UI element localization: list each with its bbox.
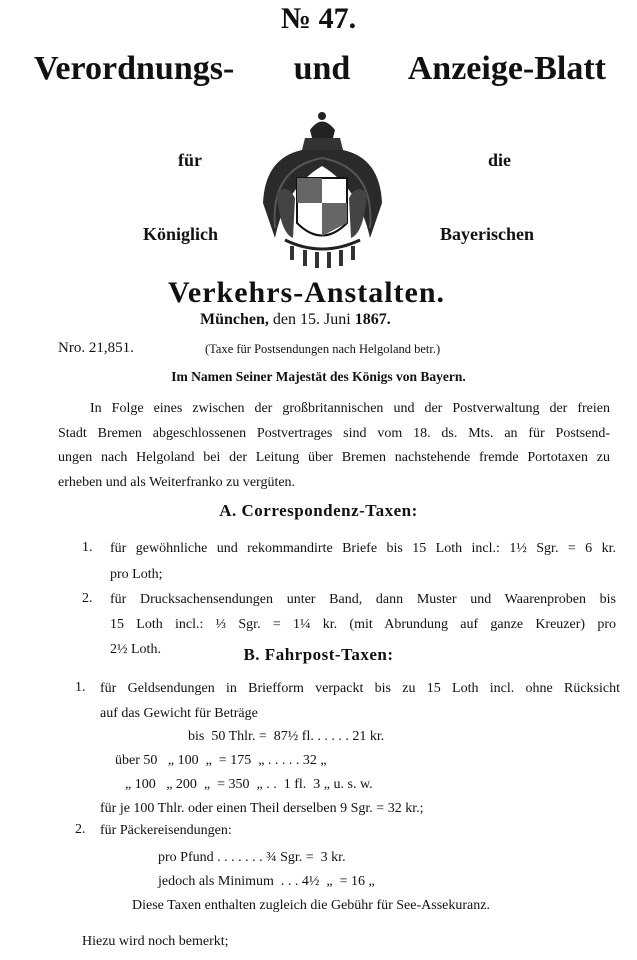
masthead-left-top: für [178, 150, 202, 170]
item-line: pro Loth; [110, 567, 163, 582]
item-line: auf das Gewicht für Beträge [100, 706, 258, 721]
tariff-row: bis 50 Thlr. = 87½ fl. . . . . . 21 kr. [188, 729, 385, 744]
tariff-row: jedoch als Minimum . . . 4½ „ = 16 „ [158, 874, 375, 889]
masthead-right-top: die [488, 150, 512, 170]
masthead-right-bottom: Bayerischen [440, 224, 534, 244]
royal-formula: Im Namen Seiner Majestät des Königs von Bayern. [171, 369, 466, 384]
paragraph-line: Stadt Bremen abgeschlossenen Postvertrages sind vom 18. ds. Mts. an für Postsend- [58, 426, 610, 441]
item-line: für Drucksachensendungen unter Band, dann Muster und Waarenproben bis [110, 592, 616, 607]
item-line: 2½ Loth. [110, 642, 161, 657]
place: München, [200, 311, 269, 328]
note-line: Diese Taxen enthalten zugleich die Gebühr für See-Assekuranz. [132, 898, 490, 913]
item-number: 2. [82, 591, 93, 606]
section-b-heading: B. Fahrpost-Taxen: [243, 645, 394, 664]
notice-subject: (Taxe für Postsendungen nach Helgoland betr.) [205, 342, 441, 356]
tariff-row: „ 100 „ 200 „ = 350 „ . . 1 fl. 3 „ u. s. w. [125, 777, 373, 792]
date: den 15. Juni [272, 311, 351, 328]
notice-number: Nro. 21,851. [58, 340, 134, 356]
tariff-row: über 50 „ 100 „ = 175 „ . . . . . 32 „ [115, 753, 327, 768]
paragraph-line: ungen nach Helgoland bei der Leitung über Bremen nachstehende fremde Portotaxen zu [58, 450, 610, 465]
closing-line: Hiezu wird noch bemerkt; [82, 934, 229, 949]
section-a-heading: A. Correspondenz-Taxen: [219, 501, 418, 520]
issue-number: № 47. [280, 2, 357, 35]
year: 1867. [354, 311, 391, 328]
item-number: 1. [75, 680, 86, 695]
item-line: für Geldsendungen in Briefform verpackt bis zu 15 Loth incl. ohne Rücksicht [100, 681, 620, 696]
tariff-row: pro Pfund . . . . . . . ¾ Sgr. = 3 kr. [158, 850, 346, 865]
item-line: für je 100 Thlr. oder einen Theil derselben 9 Sgr. = 32 kr.; [100, 801, 424, 816]
item-number: 2. [75, 822, 86, 837]
dateline [200, 311, 391, 329]
item-line: 15 Loth incl.: ⅓ Sgr. = 1¼ kr. (mit Abrundung auf ganze Kreuzer) pro [110, 617, 616, 632]
paragraph-line: erheben und als Weiterfranko zu vergüten. [58, 475, 296, 490]
item-line: für Päckereisendungen: [100, 823, 232, 838]
publication-subtitle: Verkehrs-Anstalten. [168, 276, 446, 309]
paragraph-line: In Folge eines zwischen der großbritannischen und der Postverwaltung der freien [90, 401, 610, 416]
masthead-left-bottom: Königlich [143, 224, 219, 244]
masthead-title: Verordnungs- und Anzeige-Blatt [34, 50, 606, 87]
item-line: für gewöhnliche und rekommandirte Briefe bis 15 Loth incl.: 1½ Sgr. = 6 kr. [110, 541, 616, 556]
coat-of-arms-icon [255, 108, 390, 273]
item-number: 1. [82, 540, 93, 555]
